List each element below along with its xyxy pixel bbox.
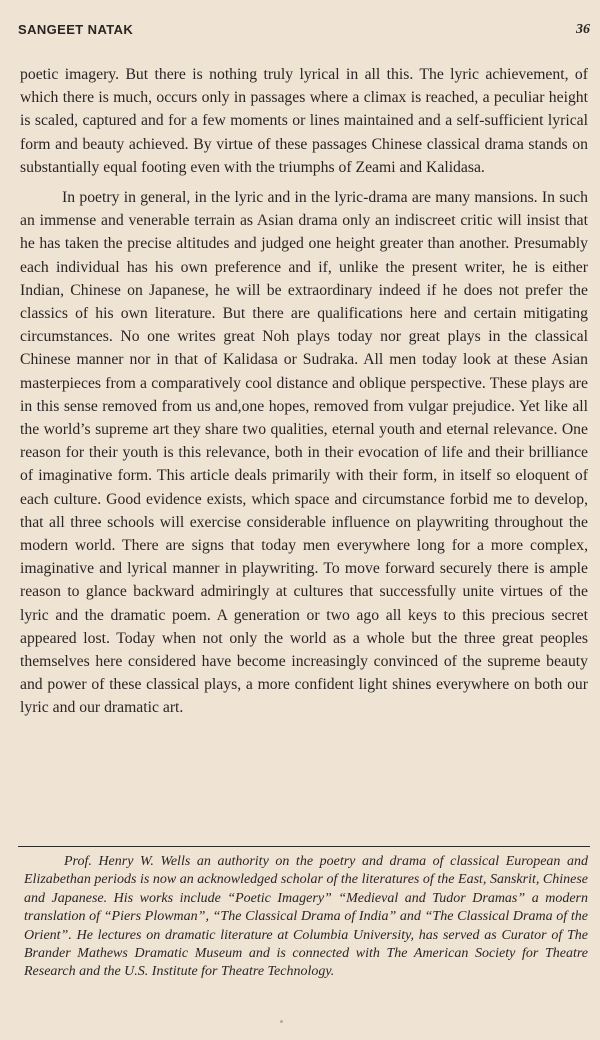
author-note (24, 853, 588, 982)
page-number: 36 (576, 22, 590, 37)
page-speck (280, 1020, 283, 1023)
author-note-text: Prof. Henry W. Wells an authority on the poetry and drama of classical European and Elizabethan periods is now an acknowledged scholar of the literatures of the East, Sanskrit, Chinese and Japanese. His works include “Poetic Imagery” “Medieval and Tudor Dramas” a modern translation of “Piers Plowman”, “The Classical Drama of India” and “The Classical Drama of the Orient”. He lectures on dramatic literature at Columbia University, has served as Curator of The Brander Mathews Dramatic Museum and is connected with The American Society for Theatre Research and the U.S. Institute for Theatre Technology. (24, 854, 588, 980)
running-header (18, 22, 590, 42)
footnote-separator (18, 846, 590, 847)
article-body (20, 63, 588, 720)
body-paragraph-1: poetic imagery. But there is nothing truly lyrical in all this. The lyric achievement, of which there is much, occurs only in passages where a climax is reached, a peculiar height is scaled, captured and for a few moments or lines maintained and a self-sufficient lyrical form and beauty achieved. By virtue of these passages Chinese classical drama stands on substantially equal footing even with the triumphs of Zeami and Kalidasa. (20, 66, 588, 176)
journal-name: SANGEET NATAK (18, 22, 134, 37)
body-paragraph-2: In poetry in general, in the lyric and in the lyric-drama are many mansions. In such an immense and venerable terrain as Asian drama only an indiscreet critic will insist that he has taken the precise altitudes and judged one height greater than another. Presumably each individual has his own preference and if, unlike the present writer, he is either Indian, Chinese on Japanese, he will be extraordinary indeed if he does not prefer the classics of his own literature. But there are qualifications here and certain mitigating circumstances. No one writes great Noh plays today nor great plays in the classical Chinese manner nor in that of Kalidasa or Sudraka. All men today look at these Asian masterpieces from a comparatively cool distance and oblique perspective. These plays are in this sense removed from us and,one hopes, removed from vulgar prejudice. Yet like all the world’s supreme art they share two qualities, eternal youth and eternal relevance. One reason for their youth is this relevance, both in their evocation of life and their brilliance of imaginative form. This article deals primarily with their form, in itself so eloquent of each culture. Good evidence exists, which space and circumstance forbid me to develop, that all three schools will exercise considerable influence on playwriting throughout the modern world. There are signs that today men everywhere long for a more complex, imaginative and lyrical manner in playwriting. To move forward securely there is ample reason to glance backward admiringly at cultures that successfully unite virtues of the lyric and the dramatic poem. A generation or two ago all keys to this precious secret appeared lost. Today when not only the world as a whole but the three great peoples themselves here considered have become increasingly convinced of the supreme beauty and power of these classical plays, a more confident light shines everywhere on both our lyric and our dramatic art. (20, 189, 588, 717)
